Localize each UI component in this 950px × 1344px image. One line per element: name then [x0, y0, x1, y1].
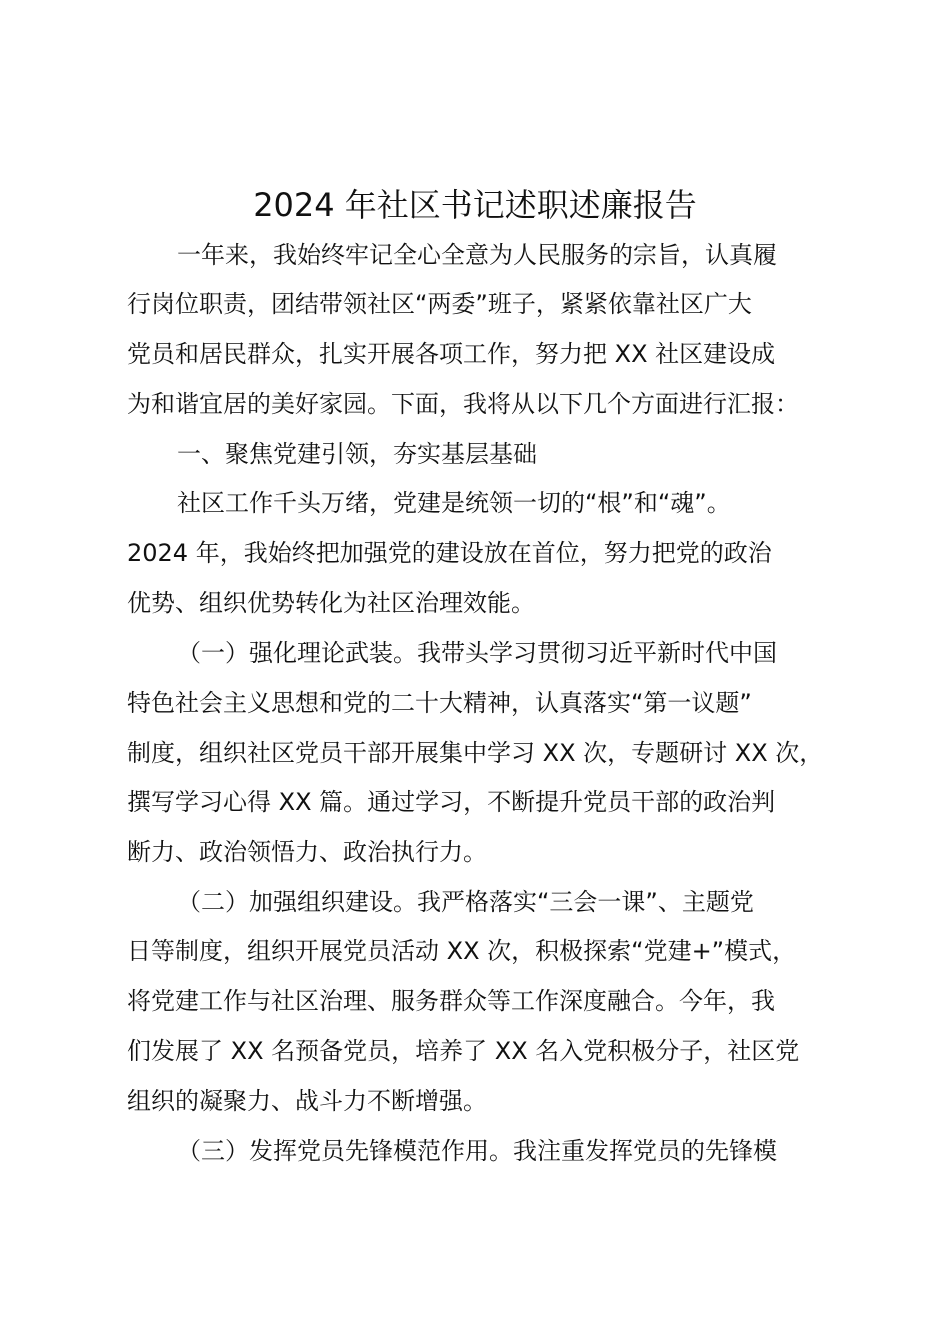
text-line: （三）发挥党员先锋模范作用。我注重发挥党员的先锋模: [177, 1137, 777, 1165]
text-line: 将党建工作与社区治理、服务群众等工作深度融合。今年，我: [127, 987, 775, 1015]
document-title: 2024 年社区书记述职述廉报告: [253, 186, 697, 224]
text-line: （二）加强组织建设。我严格落实“三会一课”、主题党: [177, 888, 754, 916]
text-line: 为和谐宜居的美好家园。下面，我将从以下几个方面进行汇报：: [127, 390, 799, 418]
text-line: 日等制度，组织开展党员活动 XX 次，积极探索“党建+”模式，: [127, 937, 797, 965]
text-line: 优势、组织优势转化为社区治理效能。: [127, 589, 535, 617]
text-line: 特色社会主义思想和党的二十大精神，认真落实“第一议题”: [127, 689, 752, 717]
section-heading: 一、聚焦党建引领，夯实基层基础: [177, 440, 537, 468]
text-line: 行岗位职责，团结带领社区“两委”班子，紧紧依靠社区广大: [127, 290, 752, 318]
text-line: 社区工作千头万绪，党建是统领一切的“根”和“魂”。: [177, 489, 731, 517]
text-line: 制度，组织社区党员干部开展集中学习 XX 次，专题研讨 XX 次，: [127, 739, 824, 767]
text-line: 一年来，我始终牢记全心全意为人民服务的宗旨，认真履: [177, 241, 777, 269]
text-line: 2024 年，我始终把加强党的建设放在首位，努力把党的政治: [127, 539, 772, 567]
text-line: （一）强化理论武装。我带头学习贯彻习近平新时代中国: [177, 639, 777, 667]
text-line: 组织的凝聚力、战斗力不断增强。: [127, 1087, 487, 1115]
text-line: 断力、政治领悟力、政治执行力。: [127, 838, 487, 866]
text-line: 们发展了 XX 名预备党员，培养了 XX 名入党积极分子，社区党: [127, 1037, 800, 1065]
text-line: 撰写学习心得 XX 篇。通过学习，不断提升党员干部的政治判: [127, 788, 776, 816]
text-line: 党员和居民群众，扎实开展各项工作，努力把 XX 社区建设成: [127, 340, 776, 368]
